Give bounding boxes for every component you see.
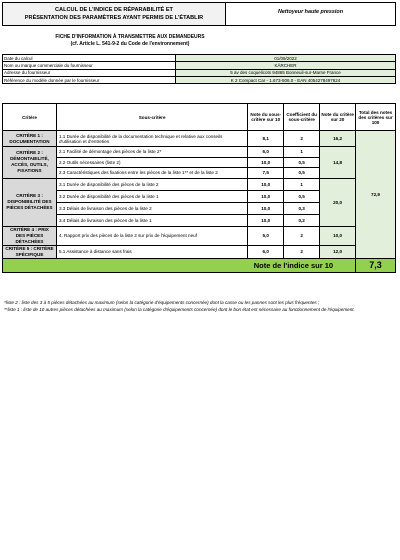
- subtitle-line-1: FICHE D'INFORMATION À TRANSMETTRE AUX DEMANDEURS: [55, 34, 205, 40]
- sub-criterion: 3.2 Durée de disponibilité des pièces de la liste 1: [56, 190, 247, 202]
- supplier-info-table: [2, 54, 396, 84]
- coefficient: 2: [284, 226, 320, 245]
- sub-criterion: 4. Rapport prix des pièces de la liste 2 sur prix de l'équipement neuf: [56, 226, 247, 245]
- sub-criterion: 3.3 Délais de livraison des pièces de la liste 2: [56, 202, 247, 214]
- sub-note: 6,0: [248, 245, 284, 258]
- footnotes: [4, 300, 396, 313]
- table-row: [3, 131, 396, 147]
- header-sous-critere: Sous-critère: [56, 104, 247, 131]
- coefficient: 2: [284, 131, 320, 147]
- sub-criterion: 3.1 Durée de disponibilité des pièces de la liste 2: [56, 178, 247, 190]
- coefficient: 0,5: [284, 190, 320, 202]
- info-row: [3, 76, 396, 83]
- sub-criterion: 2.2 Outils nécessaires (liste 2): [56, 157, 247, 168]
- repairability-table: [2, 103, 396, 273]
- sub-criterion: 2.1 Facilité de démontage des pièces de la liste 2*: [56, 147, 247, 158]
- final-score-row: [3, 258, 396, 272]
- criterion-3: CRITÈRE 3 : DISPONIBILITÉ DES PIÈCES DÉTACHÉES: [3, 178, 57, 226]
- info-row: [3, 69, 396, 76]
- criterion-1: CRITÈRE 1 : DOCUMENTATION: [3, 131, 57, 147]
- header-coefficient: Coefficient du sous-critère: [284, 104, 320, 131]
- sub-note: 10,0: [248, 202, 284, 214]
- criterion-2: CRITÈRE 2 : DÉMONTABILITÉ, ACCÈS, OUTILS, FIXATIONS: [3, 147, 57, 179]
- product-name: Nettoyeur haute pression: [226, 2, 396, 26]
- footnote-list-2: *liste 2 : liste des 3 à 5 pièces détachées au maximum (selon la catégorie d'équipements concernée) dont la casse ou les pannes sont les plus fréquentes ;: [4, 300, 320, 305]
- info-label: Date du calcul: [3, 55, 176, 62]
- coefficient: 1: [284, 178, 320, 190]
- coefficient: 0,5: [284, 168, 320, 179]
- footnote-list-1: **liste 1 : liste de 10 autres pièces détachées au maximum (selon la catégorie d'équipements concernée) dont le bon état est nécessaire au fonctionnement de l'équipement.: [4, 306, 355, 312]
- sub-criterion: 1.1 Durée de disponibilité de la documentation technique et relative aux conseils d'utilisation et d'entretien: [56, 131, 247, 147]
- info-value: K 2 Compact Car - 1.673-506.0 - EAN 4054278497624: [176, 76, 396, 83]
- subtitle: [40, 34, 220, 48]
- title-line-1: CALCUL DE L'INDICE DE RÉPARABILITÉ ET: [55, 7, 173, 13]
- total-score: 72,9: [356, 131, 396, 259]
- subtitle-line-2: (cf. Article L. 541-9-2 du Code de l'environnement): [70, 41, 190, 47]
- document-title: [2, 2, 226, 26]
- sub-criterion: 3.4 Délais de livraison des pièces de la liste 1: [56, 214, 247, 226]
- final-score-value: 7,3: [356, 258, 396, 272]
- sub-note: 10,0: [248, 190, 284, 202]
- sub-note: 8,1: [248, 131, 284, 147]
- sub-note: 5,0: [248, 226, 284, 245]
- info-label: Nom ou marque commerciale du fournisseur: [3, 62, 176, 69]
- table-row: [3, 178, 396, 190]
- header-note-critere: Note du critère sur 20: [320, 104, 356, 131]
- title-line-2: PRÉSENTATION DES PARAMÈTRES AYANT PERMIS DE L'ÉTABLIR: [24, 15, 204, 21]
- info-value: 5 av des coquelicots 94865 Bonneuil-sur-Marne France: [176, 69, 396, 76]
- table-header-row: [3, 104, 396, 131]
- table-row: [3, 226, 396, 245]
- header-note-sous-critere: Note du sous-critère sur 10: [248, 104, 284, 131]
- table-row: [3, 147, 396, 158]
- info-value: 01/09/2022: [176, 55, 396, 62]
- final-score-label: Note de l'indice sur 10: [3, 258, 356, 272]
- criterion-note: 14,8: [320, 147, 356, 179]
- sub-note: 10,0: [248, 178, 284, 190]
- info-row: [3, 62, 396, 69]
- sub-note: 10,0: [248, 214, 284, 226]
- criterion-note: 10,0: [320, 226, 356, 245]
- sub-note: 7,5: [248, 168, 284, 179]
- sub-note: 10,0: [248, 157, 284, 168]
- coefficient: 0,3: [284, 202, 320, 214]
- sub-note: 6,0: [248, 147, 284, 158]
- sub-criterion: 2.3 Caractéristiques des fixations entre les pièces de la liste 1** et de la liste 2: [56, 168, 247, 179]
- criterion-note: 20,0: [320, 178, 356, 226]
- table-row: [3, 245, 396, 258]
- info-value: KÄRCHER: [176, 62, 396, 69]
- criterion-note: 16,2: [320, 131, 356, 147]
- sub-criterion: 5.1 Assistance à distance sans frais: [56, 245, 247, 258]
- info-label: Référence du modèle donnée par le fournisseur: [3, 76, 176, 83]
- header-total: Total des notes des critères sur 100: [356, 104, 396, 131]
- criterion-5: CRITÈRE 5 : CRITÈRE SPÉCIFIQUE: [3, 245, 57, 258]
- coefficient: 2: [284, 245, 320, 258]
- header-critere: Critère: [3, 104, 57, 131]
- coefficient: 0,5: [284, 157, 320, 168]
- coefficient: 0,2: [284, 214, 320, 226]
- info-row: [3, 55, 396, 62]
- criterion-note: 12,0: [320, 245, 356, 258]
- info-label: Adresse du fournisseur: [3, 69, 176, 76]
- criterion-4: CRITÈRE 4 : PRIX DES PIÈCES DÉTACHÉES: [3, 226, 57, 245]
- coefficient: 1: [284, 147, 320, 158]
